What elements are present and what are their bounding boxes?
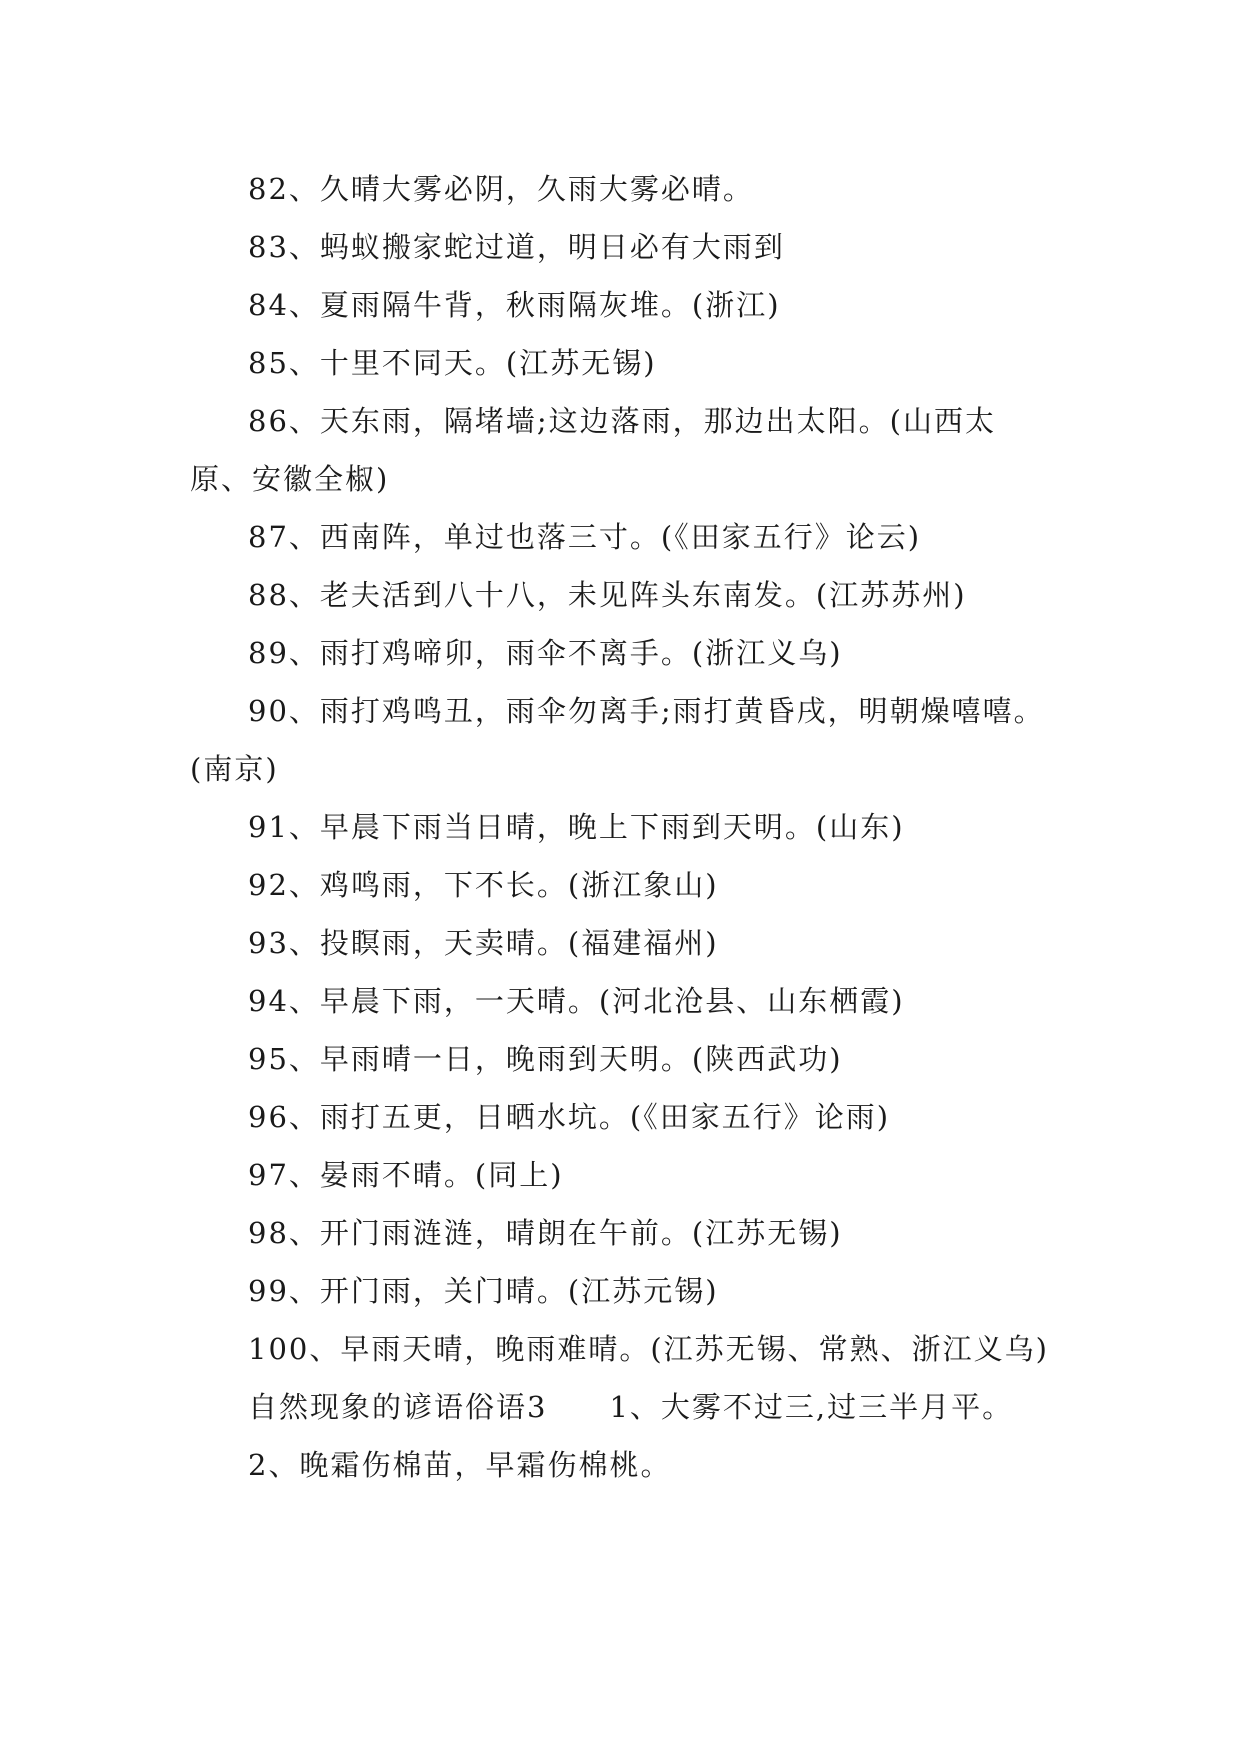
proverb-100: 100、早雨天晴，晚雨难晴。(江苏无锡、常熟、浙江义乌) (248, 1332, 1049, 1366)
proverb-88: 88、老夫活到八十八，未见阵头东南发。(江苏苏州) (248, 578, 967, 612)
proverb-96: 96、雨打五更，日晒水坑。(《田家五行》论雨) (248, 1100, 891, 1134)
proverb-93: 93、投瞑雨，天卖晴。(福建福州) (248, 926, 719, 960)
proverb-90: 90、雨打鸡鸣丑，雨伞勿离手;雨打黄昏戌，明朝燥嘻嘻。(南京) (190, 694, 1045, 786)
proverb-87: 87、西南阵，单过也落三寸。(《田家五行》论云) (248, 520, 922, 554)
proverb-98: 98、开门雨涟涟，晴朗在午前。(江苏无锡) (248, 1216, 843, 1250)
section-heading-proverb-1: 自然现象的谚语俗语3 1、大雾不过三,过三半月平。 (248, 1390, 1014, 1424)
proverb-89: 89、雨打鸡啼卯，雨伞不离手。(浙江义乌) (248, 636, 843, 670)
proverb-91: 91、早晨下雨当日晴，晚上下雨到天明。(山东) (248, 810, 905, 844)
proverb-85: 85、十里不同天。(江苏无锡) (248, 346, 657, 380)
proverb-83: 83、蚂蚁搬家蛇过道，明日必有大雨到 (248, 230, 785, 264)
proverb-92: 92、鸡鸣雨，下不长。(浙江象山) (248, 868, 719, 902)
proverb-94: 94、早晨下雨，一天晴。(河北沧县、山东栖霞) (248, 984, 905, 1018)
proverb-86: 86、天东雨，隔堵墙;这边落雨，那边出太阳。(山西太原、安徽全椒) (190, 404, 996, 496)
proverb-95: 95、早雨晴一日，晚雨到天明。(陕西武功) (248, 1042, 843, 1076)
proverb-82: 82、久晴大雾必阴，久雨大雾必晴。 (248, 172, 754, 206)
proverb-97: 97、晏雨不晴。(同上) (248, 1158, 564, 1192)
proverb-99: 99、开门雨，关门晴。(江苏元锡) (248, 1274, 719, 1308)
document-body (190, 160, 1050, 1494)
proverb-2: 2、晚霜伤棉苗，早霜伤棉桃。 (248, 1448, 672, 1482)
proverb-84: 84、夏雨隔牛背，秋雨隔灰堆。(浙江) (248, 288, 781, 322)
